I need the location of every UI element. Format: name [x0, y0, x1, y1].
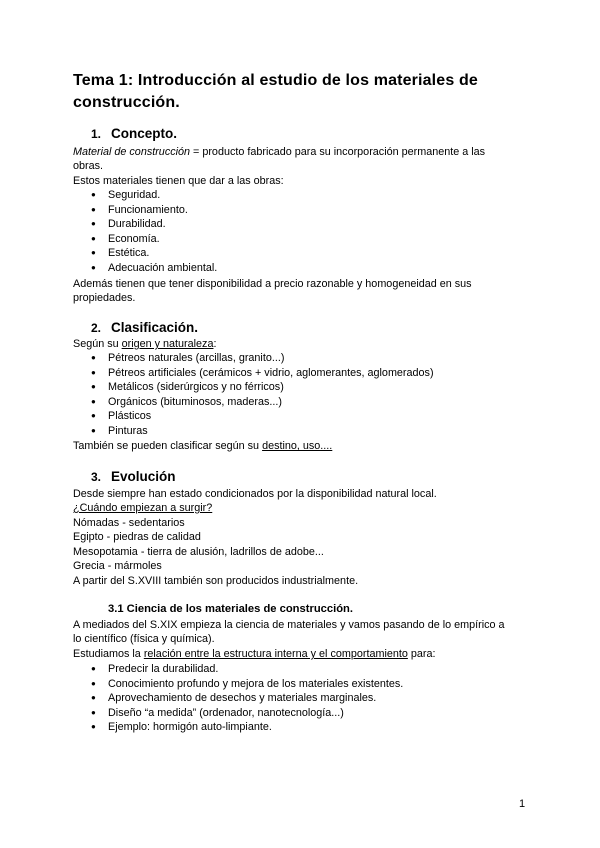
bullet-text: Ejemplo: hormigón auto-limpiante.: [108, 721, 272, 734]
bullet-icon: ●: [91, 426, 96, 435]
bullet-icon: ●: [91, 382, 96, 392]
classification-item: [91, 366, 434, 380]
bullet-icon: ●: [91, 678, 96, 688]
text: Estudiamos la: [73, 648, 144, 660]
classification-item: [91, 351, 284, 365]
page-title-cont: construcción.: [73, 94, 180, 111]
paragraph: Estos materiales tienen que dar a las obras:: [73, 175, 284, 187]
bullet-text: Orgánicos (bituminosos, maderas...): [108, 395, 283, 408]
requirement-item: [91, 188, 160, 202]
paragraph: Nómadas - sedentarios: [73, 517, 185, 529]
bullet-text: Metálicos (siderúrgicos y no férricos): [108, 381, 284, 394]
paragraph: A mediados del S.XIX empieza la ciencia de materiales y vamos pasando de lo empírico a: [73, 619, 505, 631]
bullet-text: Adecuación ambiental.: [108, 262, 218, 274]
section-number: 2.: [91, 321, 102, 335]
classification-item: [91, 424, 148, 438]
classification-item: [91, 409, 151, 423]
paragraph: Desde siempre han estado condicionados por la disponibilidad natural local.: [73, 488, 437, 500]
paragraph: Mesopotamia - tierra de alusión, ladrillos de adobe...: [73, 546, 324, 558]
defined-term: Material de construcción: [73, 146, 191, 158]
paragraph-cont: lo científico (física y química).: [73, 633, 215, 645]
bullet-text: Pétreos naturales (arcillas, granito...): [108, 352, 285, 364]
bullet-text: Diseño “a medida” (ordenador, nanotecnología...): [108, 706, 344, 719]
paragraph: Grecia - mármoles: [73, 560, 162, 572]
bullet-text: Pétreos artificiales (cerámicos + vidrio, aglomerantes, aglomerados): [108, 366, 434, 379]
bullet-icon: ●: [91, 248, 96, 258]
underlined-text: origen y naturaleza: [121, 338, 214, 350]
classification-item: [91, 395, 282, 409]
bullet-icon: ●: [91, 693, 96, 703]
requirement-item: [91, 232, 160, 246]
text: Según su: [73, 338, 122, 350]
bullet-icon: ●: [91, 263, 96, 272]
bullet-icon: ●: [91, 367, 96, 377]
paragraph: [73, 337, 216, 351]
paragraph: Además tienen que tener disponibilidad a precio razonable y homogeneidad en sus: [73, 278, 472, 290]
paragraph: A partir del S.XVIII también son producidos industrialmente.: [73, 575, 359, 587]
bullet-text: Conocimiento profundo y mejora de los materiales existentes.: [108, 677, 404, 690]
bullet-text: Aprovechamiento de desechos y materiales marginales.: [108, 692, 377, 705]
section-number: 3.: [91, 470, 102, 484]
underlined-text: relación entre la estructura interna y el comportamiento: [143, 648, 408, 660]
study-item: [91, 677, 403, 691]
section-title: Evolución: [111, 469, 176, 484]
bullet-text: Seguridad.: [108, 189, 161, 201]
page-title: Tema 1: Introducción al estudio de los materiales de: [73, 72, 478, 89]
bullet-text: Funcionamiento.: [108, 203, 188, 216]
section-heading-concepto: [91, 126, 177, 141]
study-item: [91, 706, 344, 720]
text: También se pueden clasificar según su: [73, 440, 263, 452]
bullet-icon: ●: [91, 411, 96, 421]
bullet-icon: ●: [91, 204, 96, 214]
bullet-icon: ●: [91, 722, 96, 732]
study-item: [91, 720, 272, 734]
requirement-item: [91, 203, 188, 217]
text: :: [213, 338, 217, 350]
section-title: Concepto.: [111, 126, 177, 141]
bullet-text: Plásticos: [108, 410, 152, 423]
page-number: 1: [519, 798, 526, 810]
underlined-question: ¿Cuándo empiezan a surgir?: [73, 502, 213, 514]
definition-line: [73, 145, 485, 159]
section-heading-clasificacion: [91, 320, 198, 335]
study-item: [91, 662, 218, 676]
paragraph: [73, 647, 435, 661]
definition-line-2: obras.: [73, 160, 104, 172]
underlined-text: destino, uso....: [262, 440, 333, 452]
bullet-icon: ●: [91, 190, 96, 199]
study-item: [91, 691, 376, 705]
bullet-icon: ●: [91, 707, 96, 717]
requirement-item: [91, 246, 149, 260]
paragraph: Egipto - piedras de calidad: [73, 531, 201, 543]
bullet-icon: ●: [91, 664, 96, 673]
text: para:: [407, 648, 436, 660]
bullet-text: Estética.: [108, 247, 150, 260]
requirement-item: [91, 261, 217, 275]
paragraph-cont: propiedades.: [73, 292, 136, 304]
bullet-icon: ●: [91, 233, 96, 243]
section-number: 1.: [91, 127, 102, 141]
bullet-icon: ●: [91, 219, 96, 229]
classification-item: [91, 380, 284, 394]
subsection-heading: 3.1 Ciencia de los materiales de construcción.: [108, 603, 353, 615]
requirement-item: [91, 217, 166, 231]
section-heading-evolucion: [91, 469, 176, 484]
bullet-text: Durabilidad.: [108, 218, 166, 231]
bullet-text: Pinturas: [108, 425, 148, 437]
bullet-icon: ●: [91, 396, 96, 406]
bullet-icon: ●: [91, 353, 96, 362]
bullet-text: Economía.: [108, 232, 160, 245]
definition-text: = producto fabricado para su incorporación permanente a las: [190, 146, 486, 158]
section-title: Clasificación.: [111, 320, 199, 335]
bullet-text: Predecir la durabilidad.: [108, 663, 219, 675]
paragraph: [73, 439, 332, 453]
